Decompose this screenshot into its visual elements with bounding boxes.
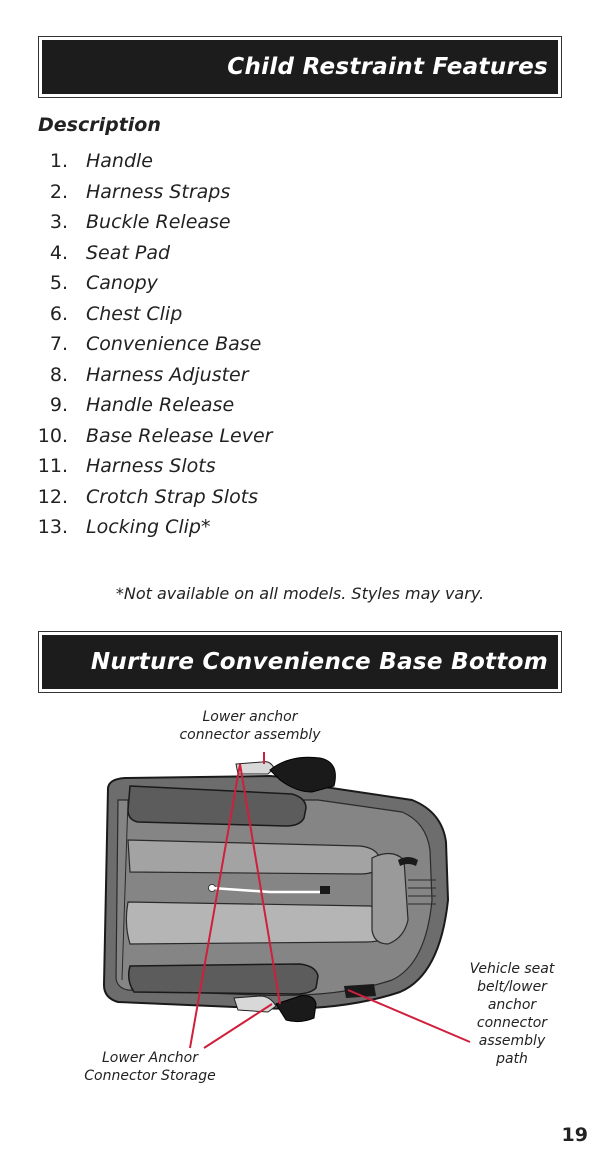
- callout-vehicle-belt-path: [462, 960, 562, 1068]
- item-label: Buckle Release: [86, 211, 231, 234]
- item-number: 10.: [37, 424, 68, 447]
- item-label: Chest Clip: [86, 302, 183, 325]
- cable-clip: [320, 886, 330, 894]
- item-number: 1.: [49, 150, 68, 173]
- callout-lower-anchor-assembly: [160, 708, 340, 744]
- item-number: 3.: [49, 211, 68, 234]
- item-number: 4.: [49, 241, 68, 264]
- callout-lower-anchor-storage: [70, 1049, 230, 1085]
- item-number: 12.: [37, 485, 68, 508]
- callout-line: Vehicle seat: [469, 961, 555, 977]
- item-label: Harness Adjuster: [86, 363, 249, 386]
- item-label: Convenience Base: [86, 333, 262, 356]
- callout-line: Lower anchor: [202, 709, 298, 725]
- item-label: Handle: [86, 150, 154, 173]
- item-number: 13.: [37, 516, 68, 539]
- page-number: 19: [561, 1124, 588, 1146]
- base-rib-middle: [126, 902, 392, 944]
- item-label: Harness Slots: [86, 455, 216, 478]
- item-label: Crotch Strap Slots: [86, 485, 259, 508]
- item-number: 6.: [49, 302, 68, 325]
- callout-line: connector assembly: [179, 727, 321, 743]
- leader-line: [204, 1004, 272, 1048]
- callout-line: Lower Anchor: [102, 1050, 198, 1066]
- item-label: Base Release Lever: [86, 424, 273, 447]
- lower-anchor-connector-bottom: [234, 996, 276, 1012]
- item-label: Harness Straps: [86, 180, 231, 203]
- callout-line: connector: [476, 1015, 548, 1031]
- callout-line: Connector Storage: [84, 1068, 216, 1084]
- callout-line: assembly: [478, 1033, 546, 1049]
- item-number: 7.: [49, 333, 68, 356]
- item-number: 2.: [49, 180, 68, 203]
- item-number: 11.: [37, 455, 68, 478]
- item-number: 9.: [49, 394, 68, 417]
- footnote: *Not available on all models. Styles may vary.: [115, 584, 485, 603]
- item-label: Handle Release: [86, 394, 235, 417]
- item-label: Canopy: [86, 272, 158, 295]
- section-title-features: Child Restraint Features: [227, 54, 548, 80]
- callout-line: anchor: [487, 997, 537, 1013]
- item-number: 8.: [49, 363, 68, 386]
- item-label: Locking Clip*: [86, 516, 211, 539]
- section-title-base-bottom: Nurture Convenience Base Bottom: [90, 649, 548, 675]
- callout-line: belt/lower: [477, 979, 547, 995]
- base-side-bolster: [372, 853, 408, 944]
- callout-line: path: [496, 1051, 528, 1067]
- leader-line: [348, 990, 470, 1042]
- base-rib-lower: [129, 964, 318, 994]
- description-heading: Description: [38, 114, 161, 136]
- item-number: 5.: [49, 272, 68, 295]
- item-label: Seat Pad: [86, 241, 171, 264]
